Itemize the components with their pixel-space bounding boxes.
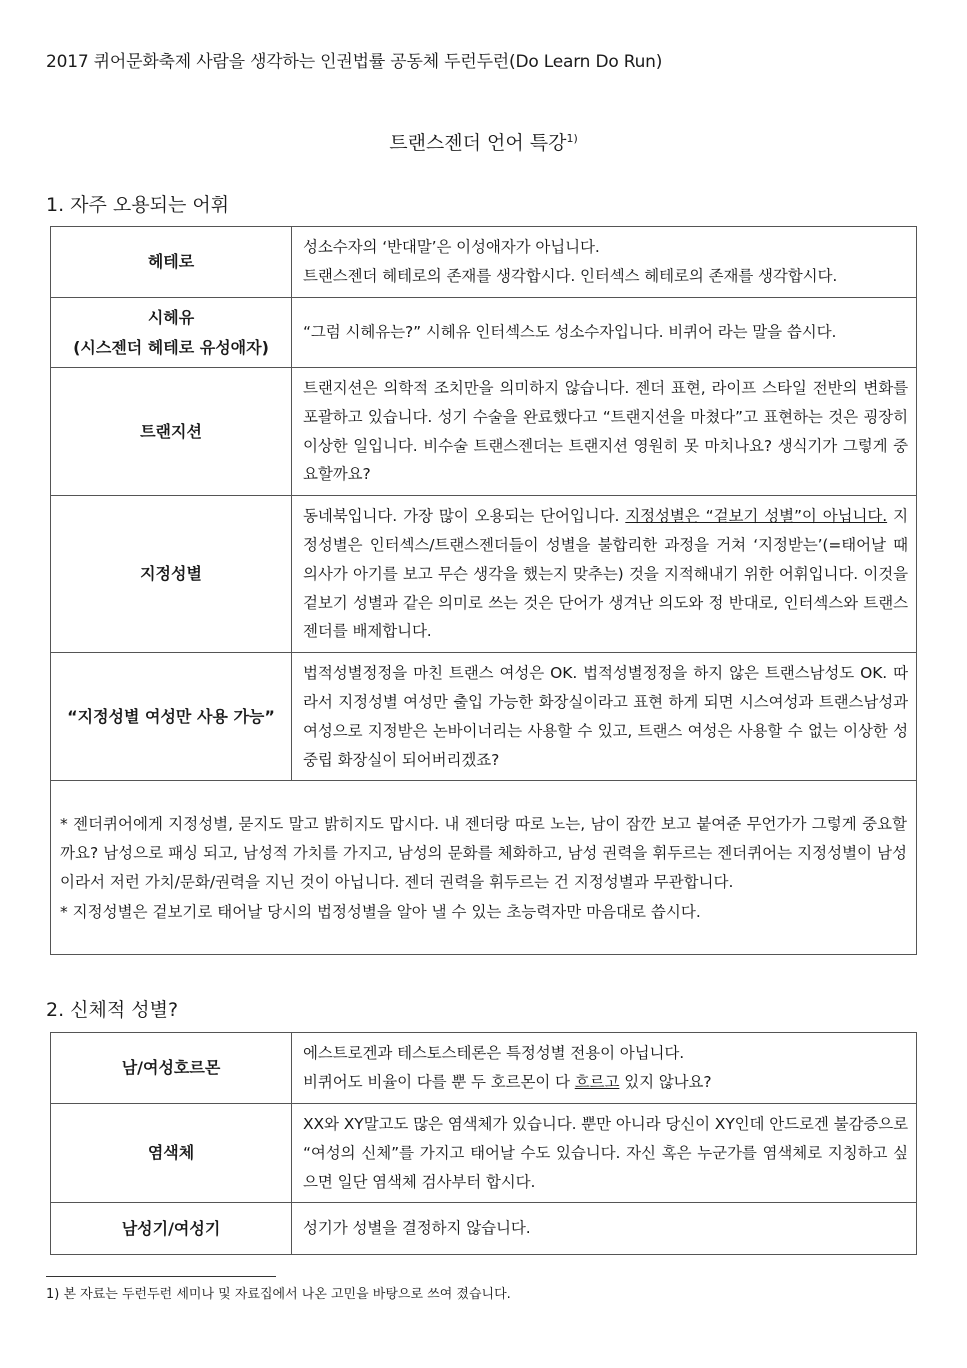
description-text: 지정성별은 인터섹스/트랜스젠더들이 성별을 불합리한 과정을 거쳐 ‘지정받는’(=태어날 때 의사가 아기를 보고 무슨 생각을 했는지 맞추는) 것을 지적해내기 위한 어휘입니다. 이것을 겉보기 성별과 같은 의미로 쓰는 것은 단어가 생겨난 의도와 정 반대로, 인터섹스와 트랜스젠더를 배제합니다. [303, 507, 908, 641]
table-row [51, 227, 917, 298]
table-row [51, 298, 917, 368]
underlined-text: 흐르고 [574, 1073, 620, 1091]
term-cell [51, 1104, 292, 1203]
note-text: * 젠더퀴어에게 지정성별, 묻지도 말고 밝히지도 맙시다. 내 젠더랑 따로 노는, 남이 잠깐 보고 붙여준 무언가가 그렇게 중요할까요? 남성으로 패싱 되고, 남성적 가치를 가지고, 남성의 문화를 체화하고, 남성 권력을 휘두르는 젠더퀴어는 지정성별이 남성이라서 저런 가치/문화/권력을 지닌 것이 아닙니다. 젠더 권력을 휘두르는 건 지정성별과 무관합니다. [60, 814, 907, 892]
term-cell [51, 227, 292, 298]
term-cell [51, 368, 292, 496]
table-row [51, 1033, 917, 1104]
description-text: 법적성별정정을 마친 트랜스 여성은 OK. 법적성별정정을 하지 않은 트랜스남성도 OK. 따라서 지정성별 여성만 출입 가능한 화장실이라고 표현 하게 되면 시스여성과 트랜스남성과 여성으로 지정받은 논바이너리는 사용할 수 있고, 트랜스 여성은 사용할 수 없는 이상한 성중립 화장실이 되어버리겠죠? [303, 664, 908, 769]
description-text: 성기가 성별을 결정하지 않습니다. [303, 1219, 531, 1238]
table-row [51, 496, 917, 653]
description-cell [292, 653, 917, 781]
description-text: 있지 않나요? [619, 1073, 712, 1091]
table-row [51, 368, 917, 496]
description-text: “그럼 시헤유는?” 시헤유 인터섹스도 성소수자입니다. 비퀴어 라는 말을 씁시다. [303, 323, 837, 342]
description-text: 트랜지션은 의학적 조치만을 의미하지 않습니다. 젠더 표현, 라이프 스타일 전반의 변화를 포괄하고 있습니다. 성기 수술을 완료했다고 “트랜지션을 마쳤다”고 표현하는 것은 굉장히 이상한 일입니다. 비수술 트랜스젠더는 트랜지션 영원히 못 마치나요? 생식기가 그렇게 중요할까요? [303, 379, 908, 484]
term-text: 남성기/여성기 [121, 1218, 221, 1238]
document-title [0, 128, 967, 155]
description-cell [292, 298, 917, 368]
table-row [51, 781, 917, 955]
document-header: 2017 퀴어문화축제 사람을 생각하는 인권법률 공동체 두런두런(Do Learn Do Run) [46, 52, 663, 72]
term-text: 트랜지션 [140, 421, 202, 441]
title-footnote-mark: 1) [566, 132, 578, 145]
term-cell [51, 653, 292, 781]
term-text: 염색체 [147, 1143, 195, 1163]
note-text: * 지정성별은 겉보기로 태어날 당시의 법정성별을 알아 낼 수 있는 초능력자만 마음대로 씁시다. [60, 902, 701, 921]
section-1-heading: 1. 자주 오용되는 어휘 [46, 194, 230, 216]
vocabulary-table [50, 226, 917, 955]
description-text: 동네북입니다. 가장 많이 오용되는 단어입니다. [303, 507, 626, 526]
term-cell [51, 1033, 292, 1104]
title-text: 트랜스젠더 언어 특강 [389, 132, 567, 154]
term-cell [51, 298, 292, 368]
term-cell [51, 496, 292, 653]
footnote: 1) 본 자료는 두런두런 세미나 및 자료집에서 나온 고민을 바탕으로 쓰여 졌습니다. [46, 1287, 511, 1302]
term-text: 시헤유 [147, 307, 195, 327]
description-text: 에스트로겐과 테스토스테론은 특정성별 전용이 아닙니다. [303, 1044, 685, 1063]
notes-cell [51, 781, 917, 955]
description-cell [292, 496, 917, 653]
term-text: “지정성별 여성만 사용 가능” [67, 706, 275, 726]
underlined-text: 지정성별은 “겉보기 성별”이 아닙니다. [625, 507, 888, 526]
description-text: 성소수자의 ‘반대말’은 이성애자가 아닙니다. [303, 238, 600, 257]
description-text: 비퀴어도 비율이 다를 뿐 두 호르몬이 다 [303, 1073, 575, 1091]
table-row [51, 653, 917, 781]
section-2-heading: 2. 신체적 성별? [46, 999, 179, 1021]
description-cell [292, 368, 917, 496]
term-text: 남/여성호르몬 [121, 1058, 221, 1077]
description-cell [292, 1104, 917, 1203]
description-cell [292, 227, 917, 298]
footnote-divider [46, 1276, 276, 1277]
physical-sex-table [50, 1032, 917, 1255]
term-text: 지정성별 [140, 564, 202, 584]
description-cell [292, 1033, 917, 1104]
description-text: 트랜스젠더 헤테로의 존재를 생각합시다. 인터섹스 헤테로의 존재를 생각합시다. [303, 267, 838, 285]
table-row [51, 1203, 917, 1255]
table-row [51, 1104, 917, 1203]
term-text: (시스젠더 헤테로 유성애자) [73, 337, 269, 357]
term-cell [51, 1203, 292, 1255]
term-text: 헤테로 [147, 252, 195, 271]
description-cell [292, 1203, 917, 1255]
description-line [303, 1068, 908, 1097]
description-text: XX와 XY말고도 많은 염색체가 있습니다. 뿐만 아니라 당신이 XY인데 안드로겐 불감증으로 “여성의 신체”를 가지고 태어날 수도 있습니다. 자신 혹은 누군가를 염색체로 지칭하고 싶으면 일단 염색체 검사부터 합시다. [303, 1115, 908, 1191]
